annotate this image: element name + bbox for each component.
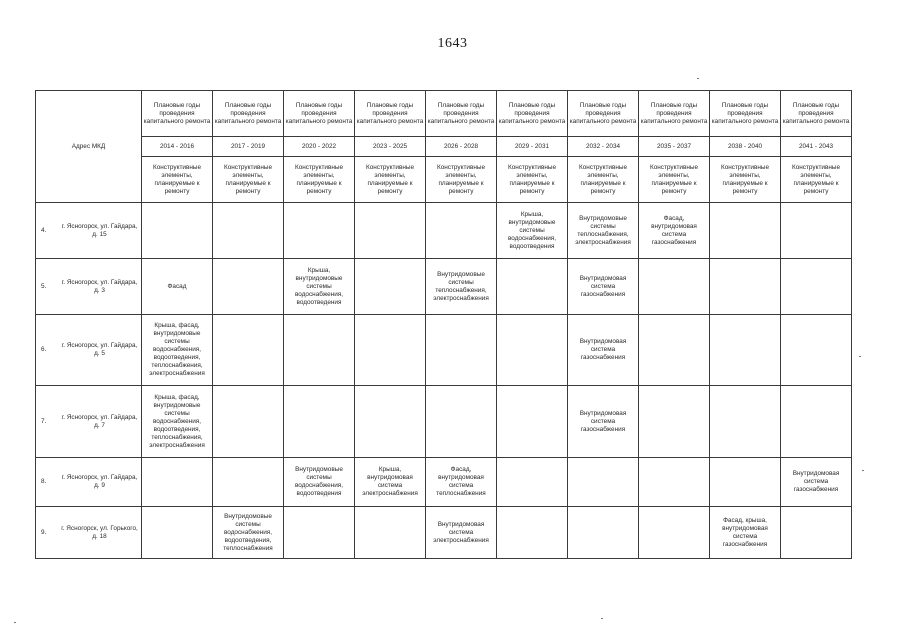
repair-elements-cell: Фасад, крыша, внутридомовая система газоснабжения — [710, 507, 781, 559]
repair-elements-cell — [497, 507, 568, 559]
header-group-row — [36, 91, 852, 137]
table-row — [36, 507, 852, 559]
repair-elements-cell: Крыша, внутридомовые системы водоснабжения, водоотведения — [284, 259, 355, 315]
elements-header: Конструктивные элементы, планируемые к ремонту — [710, 157, 781, 203]
repair-elements-cell — [639, 315, 710, 386]
elements-header: Конструктивные элементы, планируемые к ремонту — [142, 157, 213, 203]
repair-elements-cell — [497, 259, 568, 315]
repair-elements-cell: Внутридомовые системы теплоснабжения, электроснабжения — [568, 203, 639, 259]
repair-elements-cell — [639, 507, 710, 559]
repair-elements-cell: Внутридомовые системы водоснабжения, водоотведения, теплоснабжения — [213, 507, 284, 559]
row-number: 6. — [41, 346, 47, 353]
repair-elements-cell: Внутридомовая система газоснабжения — [568, 315, 639, 386]
repair-elements-cell: Фасад, внутридомовая система теплоснабжения — [426, 458, 497, 507]
elements-header: Конструктивные элементы, планируемые к ремонту — [213, 157, 284, 203]
elements-header: Конструктивные элементы, планируемые к ремонту — [497, 157, 568, 203]
repair-elements-cell — [568, 458, 639, 507]
table-row — [36, 386, 852, 458]
period-header: 2023 - 2025 — [355, 137, 426, 157]
repair-elements-cell — [213, 458, 284, 507]
period-header: 2029 - 2031 — [497, 137, 568, 157]
table-row — [36, 203, 852, 259]
address-cell — [36, 315, 142, 386]
repair-elements-cell — [142, 203, 213, 259]
elements-header: Конструктивные элементы, планируемые к ремонту — [639, 157, 710, 203]
repair-elements-cell — [497, 315, 568, 386]
repair-elements-cell — [213, 386, 284, 458]
period-header: 2014 - 2016 — [142, 137, 213, 157]
repair-elements-cell: Внутридомовые системы теплоснабжения, электроснабжения — [426, 259, 497, 315]
repair-elements-cell — [710, 203, 781, 259]
elements-header: Конструктивные элементы, планируемые к ремонту — [284, 157, 355, 203]
page-number: 1643 — [437, 36, 468, 51]
group-header: Плановые годы проведения капитального ремонта — [426, 91, 497, 137]
repair-elements-cell — [710, 458, 781, 507]
repair-elements-cell — [781, 507, 852, 559]
repair-elements-cell — [781, 203, 852, 259]
address-cell — [36, 507, 142, 559]
address-text: г. Ясногорск, ул. Гайдара, д. 15 — [61, 222, 138, 238]
group-header: Плановые годы проведения капитального ремонта — [213, 91, 284, 137]
table-row — [36, 315, 852, 386]
elements-header: Конструктивные элементы, планируемые к ремонту — [781, 157, 852, 203]
address-cell — [36, 203, 142, 259]
repair-elements-cell — [355, 203, 426, 259]
group-header: Плановые годы проведения капитального ремонта — [781, 91, 852, 137]
table-row — [36, 458, 852, 507]
repair-elements-cell — [426, 386, 497, 458]
repair-elements-cell — [781, 315, 852, 386]
header-periods-row — [36, 137, 852, 157]
period-header: 2020 - 2022 — [284, 137, 355, 157]
repair-elements-cell — [710, 386, 781, 458]
repair-elements-cell: Крыша, внутридомовые системы водоснабжения, водоотведения — [497, 203, 568, 259]
group-header: Плановые годы проведения капитального ремонта — [710, 91, 781, 137]
repair-elements-cell: Внутридомовая система газоснабжения — [568, 259, 639, 315]
repair-elements-cell — [355, 386, 426, 458]
period-header: 2038 - 2040 — [710, 137, 781, 157]
repair-elements-cell — [710, 259, 781, 315]
group-header: Плановые годы проведения капитального ремонта — [497, 91, 568, 137]
table-row — [36, 259, 852, 315]
repair-elements-cell — [284, 203, 355, 259]
repair-elements-cell — [355, 259, 426, 315]
scan-speck — [859, 356, 861, 357]
repair-elements-cell: Внутридомовая система электроснабжения — [426, 507, 497, 559]
repair-elements-cell — [355, 315, 426, 386]
period-header: 2032 - 2034 — [568, 137, 639, 157]
address-cell — [36, 386, 142, 458]
repair-elements-cell — [497, 458, 568, 507]
elements-header: Конструктивные элементы, планируемые к ремонту — [568, 157, 639, 203]
scan-speck — [697, 78, 699, 79]
row-number: 4. — [41, 226, 47, 234]
address-text: г. Ясногорск, ул. Гайдара, д. 5 — [61, 342, 138, 357]
group-header: Плановые годы проведения капитального ремонта — [639, 91, 710, 137]
repair-elements-cell: Фасад, внутридомовая система газоснабжения — [639, 203, 710, 259]
address-text: г. Ясногорск, ул. Гайдара, д. 3 — [61, 278, 138, 294]
repair-elements-cell — [284, 507, 355, 559]
repair-elements-cell: Внутридомовая система газоснабжения — [568, 386, 639, 458]
repair-elements-cell — [142, 458, 213, 507]
repair-elements-cell — [639, 458, 710, 507]
address-text: г. Ясногорск, ул. Гайдара, д. 9 — [61, 474, 138, 489]
scan-speck — [14, 622, 16, 623]
repair-elements-cell — [781, 259, 852, 315]
repair-elements-cell: Внутридомовая система газоснабжения — [781, 458, 852, 507]
address-text: г. Ясногорск, ул. Гайдара, д. 7 — [61, 413, 138, 429]
repair-elements-cell — [213, 315, 284, 386]
repair-elements-cell: Крыша, внутридомовая система электроснабжения — [355, 458, 426, 507]
address-header: Адрес МКД — [36, 91, 142, 203]
repair-elements-cell — [639, 259, 710, 315]
repair-elements-cell: Фасад — [142, 259, 213, 315]
repair-elements-cell — [284, 386, 355, 458]
address-cell — [36, 259, 142, 315]
group-header: Плановые годы проведения капитального ремонта — [142, 91, 213, 137]
repair-elements-cell — [355, 507, 426, 559]
repair-elements-cell — [213, 203, 284, 259]
group-header: Плановые годы проведения капитального ремонта — [284, 91, 355, 137]
row-number: 9. — [41, 528, 47, 536]
repair-elements-cell — [426, 203, 497, 259]
repair-elements-cell: Крыша, фасад, внутридомовые системы водоснабжения, водоотведения, теплоснабжения, электроснабжения — [142, 386, 213, 458]
repair-elements-cell — [497, 386, 568, 458]
period-header: 2041 - 2043 — [781, 137, 852, 157]
repair-elements-cell — [568, 507, 639, 559]
elements-header: Конструктивные элементы, планируемые к ремонту — [355, 157, 426, 203]
header-elements-row — [36, 157, 852, 203]
address-cell — [36, 458, 142, 507]
repair-elements-cell — [284, 315, 355, 386]
group-header: Плановые годы проведения капитального ремонта — [568, 91, 639, 137]
scan-speck — [862, 470, 864, 471]
period-header: 2026 - 2028 — [426, 137, 497, 157]
repair-elements-cell: Крыша, фасад, внутридомовые системы водоснабжения, водоотведения, теплоснабжения, электроснабжения — [142, 315, 213, 386]
repair-elements-cell: Внутридомовые системы водоснабжения, водоотведения — [284, 458, 355, 507]
address-text: г. Ясногорск, ул. Горького, д. 18 — [61, 524, 138, 540]
row-number: 8. — [41, 478, 47, 485]
repair-elements-cell — [781, 386, 852, 458]
repair-elements-cell — [213, 259, 284, 315]
elements-header: Конструктивные элементы, планируемые к ремонту — [426, 157, 497, 203]
capital-repair-schedule-table — [35, 90, 852, 559]
row-number: 5. — [41, 282, 47, 290]
repair-elements-cell — [142, 507, 213, 559]
period-header: 2035 - 2037 — [639, 137, 710, 157]
row-number: 7. — [41, 417, 47, 425]
period-header: 2017 - 2019 — [213, 137, 284, 157]
repair-elements-cell — [426, 315, 497, 386]
repair-elements-cell — [639, 386, 710, 458]
group-header: Плановые годы проведения капитального ремонта — [355, 91, 426, 137]
scan-speck — [601, 618, 603, 619]
repair-elements-cell — [710, 315, 781, 386]
